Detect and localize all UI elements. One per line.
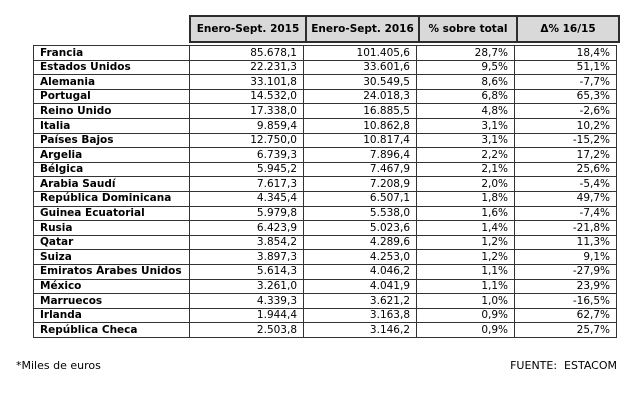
value-cell: 14.532,0 [190, 90, 304, 105]
value-cell: 7.617,3 [190, 177, 304, 192]
value-cell: 8,6% [417, 75, 515, 90]
country-cell: Alemania [34, 75, 190, 90]
value-cell: 1,0% [417, 294, 515, 309]
value-cell: 4,8% [417, 104, 515, 119]
value-cell: 1,2% [417, 250, 515, 265]
value-cell: 62,7% [515, 309, 617, 324]
value-cell: 5.538,0 [304, 207, 417, 222]
value-cell: 10.862,8 [304, 119, 417, 134]
value-cell: 18,4% [515, 46, 617, 61]
value-cell: -7,4% [515, 207, 617, 222]
value-cell: 6.739,3 [190, 148, 304, 163]
value-cell: 2,2% [417, 148, 515, 163]
country-cell: República Dominicana [34, 192, 190, 207]
value-cell: 3.261,0 [190, 280, 304, 295]
value-cell: 5.023,6 [304, 221, 417, 236]
units-footnote: *Miles de euros [16, 359, 101, 372]
value-cell: 1,1% [417, 280, 515, 295]
value-cell: 0,9% [417, 309, 515, 324]
value-cell: 85.678,1 [190, 46, 304, 61]
value-cell: 10,2% [515, 119, 617, 134]
value-cell: 4.253,0 [304, 250, 417, 265]
value-cell: -27,9% [515, 265, 617, 280]
column-header-pct-sobre-total: % sobre total [418, 17, 516, 41]
value-cell: 28,7% [417, 46, 515, 61]
value-cell: 5.945,2 [190, 163, 304, 178]
country-cell: Marruecos [34, 294, 190, 309]
country-cell: Arabia Saudí [34, 177, 190, 192]
country-cell: Rusia [34, 221, 190, 236]
value-cell: 4.046,2 [304, 265, 417, 280]
value-cell: 2,0% [417, 177, 515, 192]
value-cell: 3.163,8 [304, 309, 417, 324]
value-cell: 33.601,6 [304, 61, 417, 76]
value-cell: 4.345,4 [190, 192, 304, 207]
value-cell: 3.897,3 [190, 250, 304, 265]
value-cell: 24.018,3 [304, 90, 417, 105]
country-cell: Bélgica [34, 163, 190, 178]
country-cell: Suiza [34, 250, 190, 265]
value-cell: 4.041,9 [304, 280, 417, 295]
value-cell: 33.101,8 [190, 75, 304, 90]
column-header-delta-16-15: Δ% 16/15 [516, 17, 618, 41]
value-cell: 3.146,2 [304, 323, 417, 338]
value-cell: 4.289,6 [304, 236, 417, 251]
country-cell: Reino Unido [34, 104, 190, 119]
value-cell: 6,8% [417, 90, 515, 105]
value-cell: 49,7% [515, 192, 617, 207]
table-header-row [189, 15, 620, 43]
value-cell: 6.507,1 [304, 192, 417, 207]
value-cell: 25,7% [515, 323, 617, 338]
value-cell: 3,1% [417, 119, 515, 134]
value-cell: 3.621,2 [304, 294, 417, 309]
value-cell: 9,5% [417, 61, 515, 76]
value-cell: 17.338,0 [190, 104, 304, 119]
country-cell: Países Bajos [34, 134, 190, 149]
value-cell: -5,4% [515, 177, 617, 192]
value-cell: 9,1% [515, 250, 617, 265]
value-cell: 7.208,9 [304, 177, 417, 192]
value-cell: 2.503,8 [190, 323, 304, 338]
value-cell: 11,3% [515, 236, 617, 251]
value-cell: 5.979,8 [190, 207, 304, 222]
value-cell: 23,9% [515, 280, 617, 295]
value-cell: -16,5% [515, 294, 617, 309]
country-cell: Portugal [34, 90, 190, 105]
value-cell: 6.423,9 [190, 221, 304, 236]
value-cell: -21,8% [515, 221, 617, 236]
value-cell: 7.896,4 [304, 148, 417, 163]
value-cell: 1,2% [417, 236, 515, 251]
country-cell: Guinea Ecuatorial [34, 207, 190, 222]
value-cell: 1,4% [417, 221, 515, 236]
country-cell: Emiratos Árabes Unidos [34, 265, 190, 280]
country-cell: Estados Unidos [34, 61, 190, 76]
value-cell: 101.405,6 [304, 46, 417, 61]
value-cell: 65,3% [515, 90, 617, 105]
value-cell: 3.854,2 [190, 236, 304, 251]
value-cell: 2,1% [417, 163, 515, 178]
value-cell: 3,1% [417, 134, 515, 149]
value-cell: 9.859,4 [190, 119, 304, 134]
value-cell: 10.817,4 [304, 134, 417, 149]
value-cell: 1,1% [417, 265, 515, 280]
country-cell: Francia [34, 46, 190, 61]
value-cell: 7.467,9 [304, 163, 417, 178]
column-header-enero-sept-2016: Enero-Sept. 2016 [305, 17, 418, 41]
country-cell: República Checa [34, 323, 190, 338]
value-cell: 30.549,5 [304, 75, 417, 90]
value-cell: -2,6% [515, 104, 617, 119]
value-cell: 12.750,0 [190, 134, 304, 149]
country-cell: Qatar [34, 236, 190, 251]
value-cell: 16.885,5 [304, 104, 417, 119]
column-header-enero-sept-2015: Enero-Sept. 2015 [196, 23, 300, 35]
value-cell: 1,6% [417, 207, 515, 222]
country-cell: Argelia [34, 148, 190, 163]
value-cell: 0,9% [417, 323, 515, 338]
table-body [33, 45, 617, 338]
value-cell: 22.231,3 [190, 61, 304, 76]
value-cell: -15,2% [515, 134, 617, 149]
country-cell: Italia [34, 119, 190, 134]
value-cell: 1.944,4 [190, 309, 304, 324]
value-cell: 17,2% [515, 148, 617, 163]
value-cell: 1,8% [417, 192, 515, 207]
value-cell: 5.614,3 [190, 265, 304, 280]
value-cell: 51,1% [515, 61, 617, 76]
country-cell: Irlanda [34, 309, 190, 324]
value-cell: 25,6% [515, 163, 617, 178]
value-cell: -7,7% [515, 75, 617, 90]
country-cell: México [34, 280, 190, 295]
source-credit: FUENTE: ESTACOM [510, 359, 617, 372]
value-cell: 4.339,3 [190, 294, 304, 309]
